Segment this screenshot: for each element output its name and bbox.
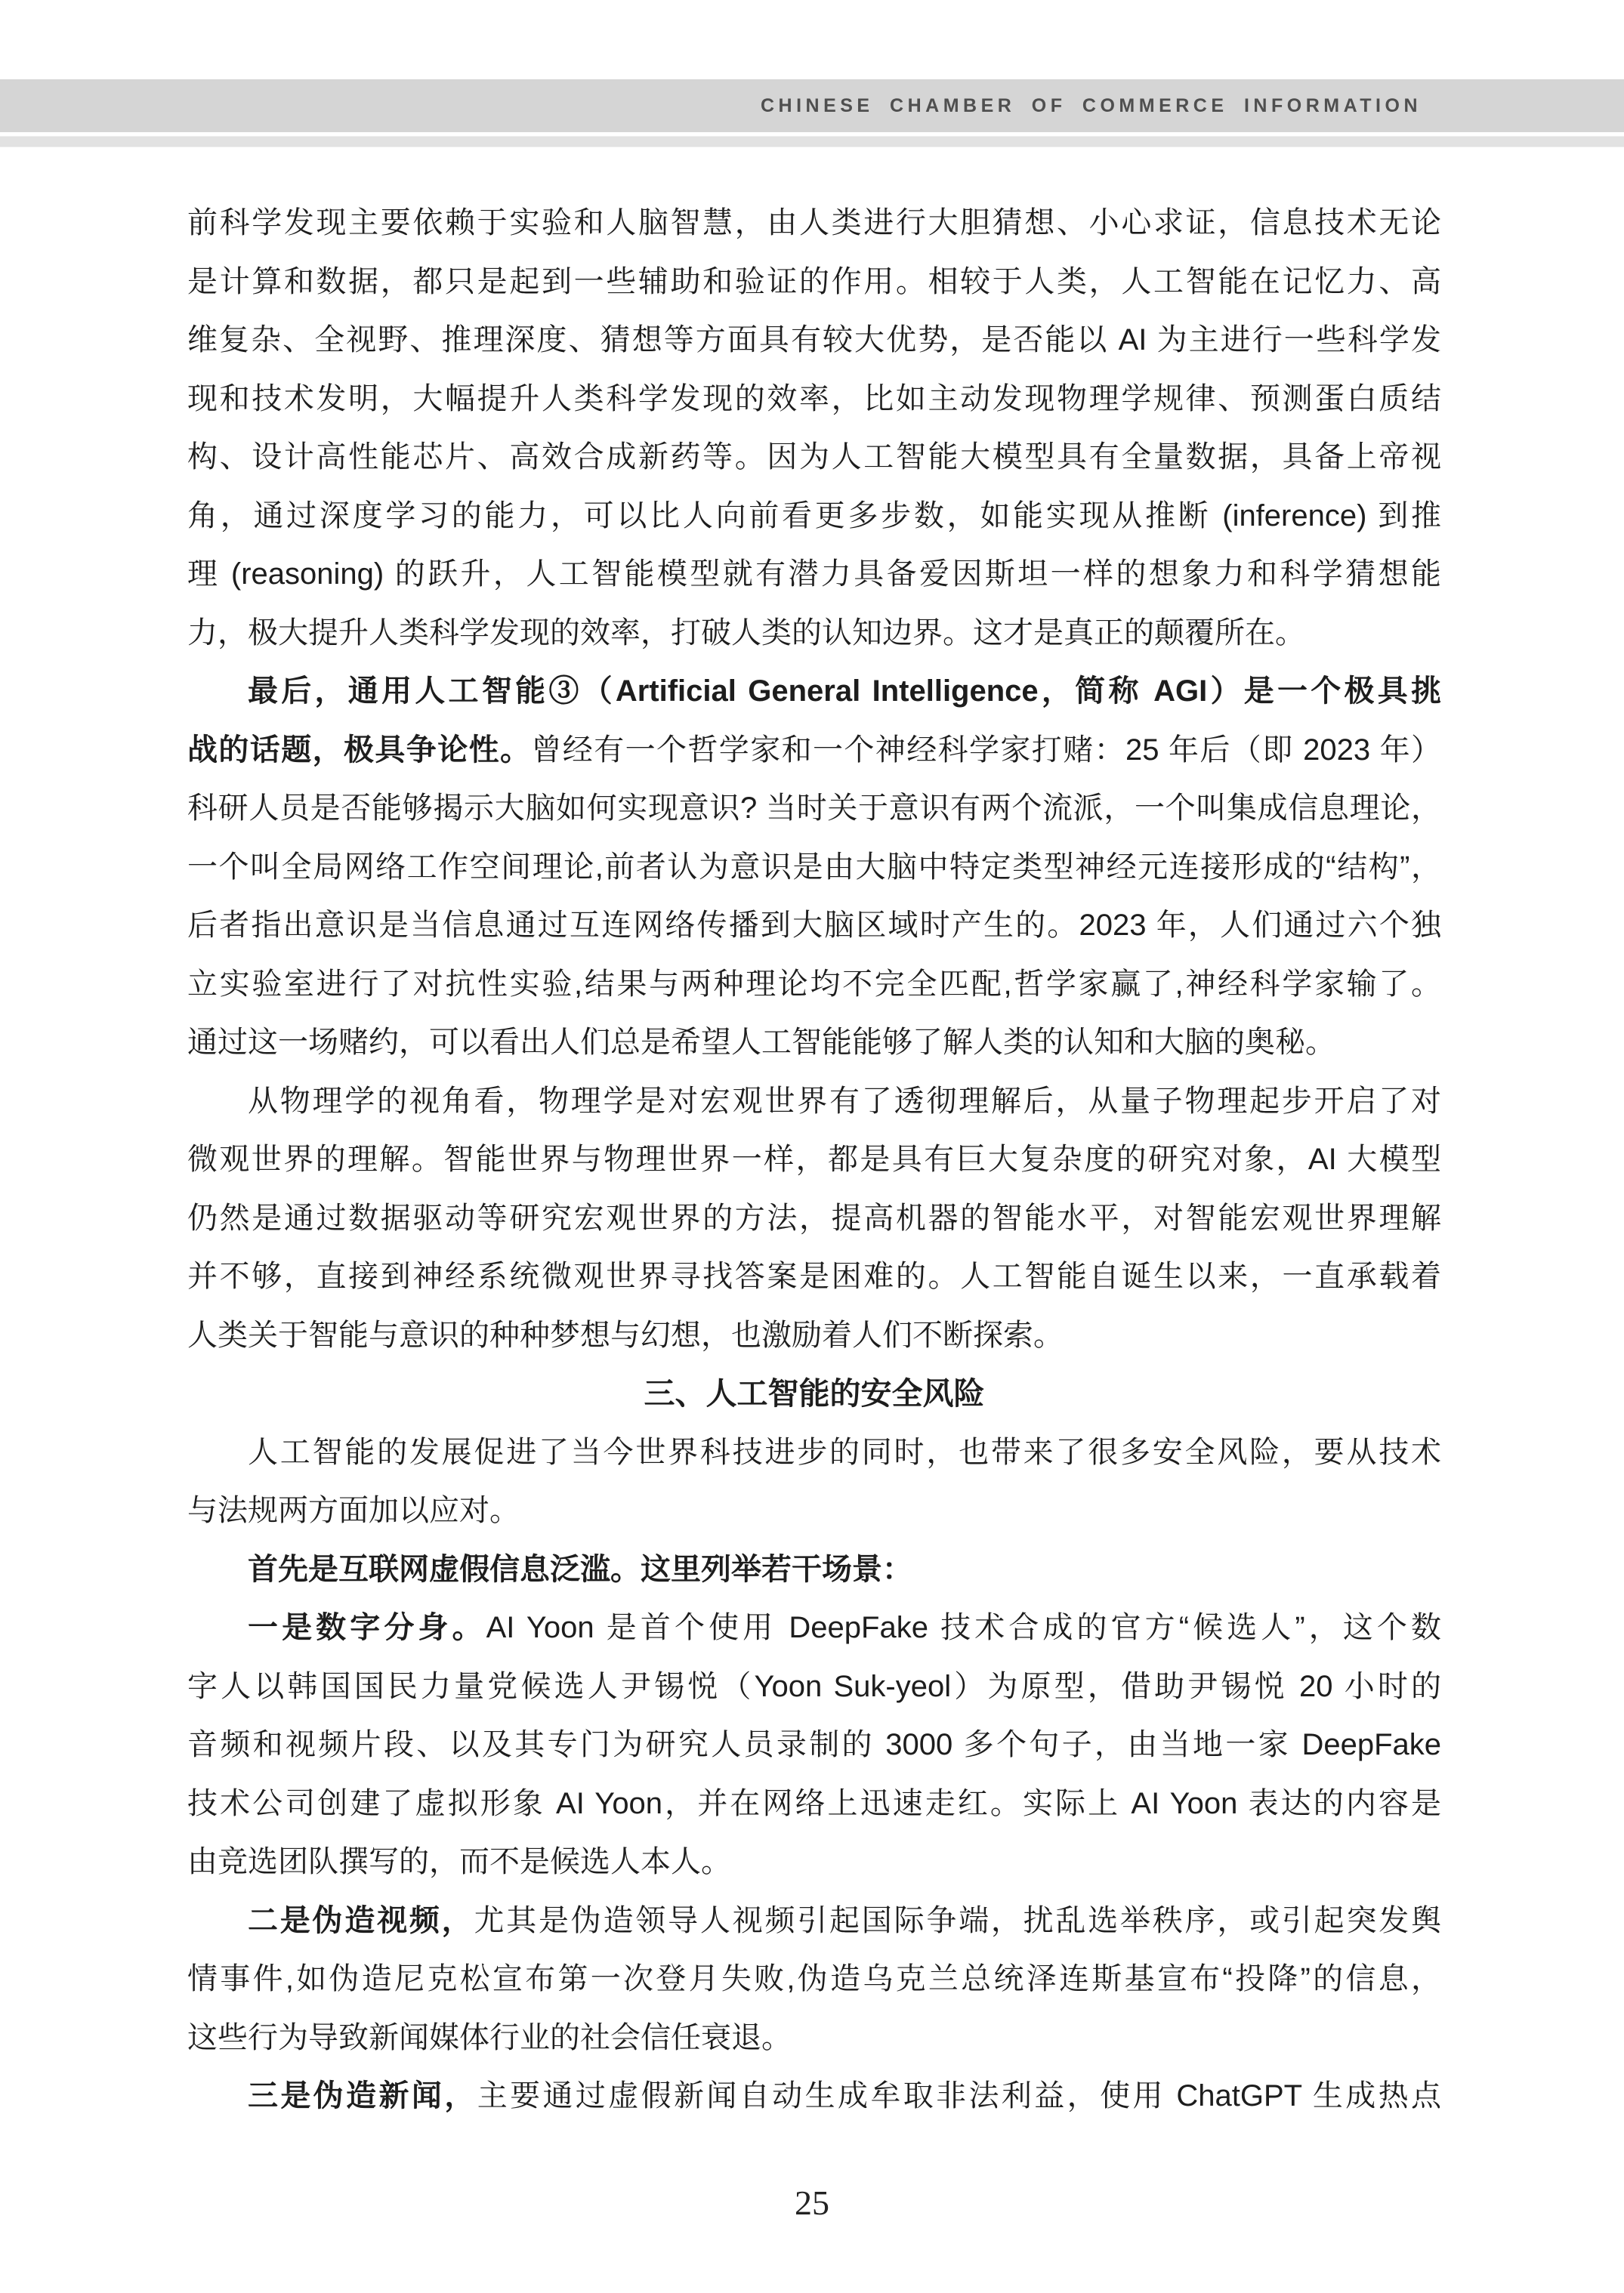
text-segment: 二是伪造视频，: [248, 1903, 474, 1937]
text-line: [187, 1658, 1441, 1717]
text-segment: 是计算和数据，都只是起到一些辅助和验证的作用。相较于人类，人工智能在记忆力、高: [187, 264, 1441, 298]
text-segment: 首先是互联网虚假信息泛滥。这里列举若干场景：: [248, 1552, 912, 1586]
text-segment: 仍然是通过数据驱动等研究宏观世界的方法，提高机器的智能水平，对智能宏观世界理解: [187, 1201, 1441, 1235]
text-segment: 由竞选团队撰写的，而不是候选人本人。: [187, 1845, 731, 1878]
text-line: [187, 897, 1441, 955]
text-line: [187, 2009, 1441, 2068]
text-segment: 字人以韩国国民力量党候选人尹锡悦（Yoon Suk-yeol）为原型，借助尹锡悦 20 小时的: [187, 1669, 1441, 1703]
text-segment: 科研人员是否能够揭示大脑如何实现意识? 当时关于意识有两个流派，一个叫集成信息理论，: [187, 792, 1441, 825]
text-segment: AI Yoon 是首个使用 DeepFake 技术合成的官方“候选人”，这个数: [486, 1611, 1441, 1644]
text-line: [187, 1716, 1441, 1775]
text-segment: 前科学发现主要依赖于实验和人脑智慧，由人类进行大胆猜想、小心求证，信息技术无论: [187, 206, 1441, 239]
text-line: [187, 370, 1441, 429]
header-banner-text: CHINESE CHAMBER OF COMMERCE INFORMATION: [760, 94, 1422, 116]
text-line: [187, 721, 1441, 780]
text-line: [187, 194, 1441, 253]
text-segment: 音频和视频片段、以及其专门为研究人员录制的 3000 多个句子，由当地一家 DeepFake: [187, 1728, 1441, 1761]
text-line: [187, 545, 1441, 604]
text-segment: 一个叫全局网络工作空间理论,前者认为意识是由大脑中特定类型神经元连接形成的“结构”，: [187, 850, 1441, 884]
text-line: [187, 487, 1441, 546]
text-line: [187, 1541, 1441, 1600]
page-number: 25: [795, 2183, 829, 2222]
text-line: [187, 662, 1441, 721]
text-segment: 三、人工智能的安全风险: [644, 1376, 985, 1411]
header-divider-strip: [0, 136, 1624, 147]
text-segment: 角，通过深度学习的能力，可以比人向前看更多步数，如能实现从推断 (inference) 到推: [187, 498, 1441, 532]
text-segment: 战的话题，极具争论性。: [187, 733, 532, 767]
text-block: [187, 194, 1441, 2126]
text-segment: 这些行为导致新闻媒体行业的社会信任衰退。: [187, 2020, 792, 2054]
text-segment: 力，极大提升人类科学发现的效率，打破人类的认知边界。这才是真正的颠覆所在。: [187, 616, 1305, 650]
text-line: [187, 2067, 1441, 2126]
text-line: [187, 1014, 1441, 1072]
text-segment: 三是伪造新闻，: [248, 2079, 477, 2112]
text-line: [187, 1072, 1441, 1131]
text-line: [187, 1131, 1441, 1190]
text-segment: 人类关于智能与意识的种种梦想与幻想，也激励着人们不断探索。: [187, 1318, 1064, 1352]
text-line: [187, 428, 1441, 487]
text-segment: 通过这一场赌约，可以看出人们总是希望人工智能能够了解人类的认知和大脑的奥秘。: [187, 1026, 1335, 1059]
text-segment: 尤其是伪造领导人视频引起国际争端，扰乱选举秩序，或引起突发舆: [474, 1903, 1442, 1937]
text-line: [187, 604, 1441, 663]
text-segment: 从物理学的视角看，物理学是对宏观世界有了透彻理解后，从量子物理起步开启了对: [248, 1084, 1441, 1118]
text-segment: 曾经有一个哲学家和一个神经科学家打赌：25 年后（即 2023 年）: [531, 733, 1442, 767]
text-line: [187, 311, 1441, 370]
section-heading: [187, 1365, 1441, 1424]
text-line: [187, 253, 1441, 312]
page-footer: [0, 2183, 1624, 2223]
text-segment: 一是数字分身。: [248, 1611, 486, 1644]
text-line: [187, 1950, 1441, 2009]
text-segment: 与法规两方面加以应对。: [187, 1494, 520, 1527]
text-line: [187, 1424, 1441, 1483]
text-line: [187, 955, 1441, 1014]
text-segment: 现和技术发明，大幅提升人类科学发现的效率，比如主动发现物理学规律、预测蛋白质结: [187, 381, 1441, 415]
text-segment: 技术公司创建了虚拟形象 AI Yoon，并在网络上迅速走红。实际上 AI Yoon 表达的内容是: [187, 1786, 1441, 1820]
text-segment: 后者指出意识是当信息通过互连网络传播到大脑区域时产生的。2023 年，人们通过六个独: [187, 909, 1441, 942]
text-segment: 构、设计高性能芯片、高效合成新药等。因为人工智能大模型具有全量数据，具备上帝视: [187, 440, 1441, 474]
text-segment: 人工智能的发展促进了当今世界科技进步的同时，也带来了很多安全风险，要从技术: [248, 1435, 1441, 1469]
text-line: [187, 1190, 1441, 1248]
text-line: [187, 1482, 1441, 1541]
text-line: [187, 1599, 1441, 1658]
text-segment: 微观世界的理解。智能世界与物理世界一样，都是具有巨大复杂度的研究对象，AI 大模型: [187, 1143, 1441, 1176]
text-segment: 理 (reasoning) 的跃升，人工智能模型就有潜力具备爱因斯坦一样的想象力和科学猜想能: [187, 557, 1441, 591]
text-segment: 立实验室进行了对抗性实验,结果与两种理论均不完全匹配,哲学家赢了,神经科学家输了。: [187, 967, 1441, 1001]
text-segment: 主要通过虚假新闻自动生成牟取非法利益，使用 ChatGPT 生成热点: [477, 2079, 1441, 2112]
header-banner: [0, 79, 1624, 132]
text-line: [187, 1833, 1441, 1892]
text-segment: 情事件,如伪造尼克松宣布第一次登月失败,伪造乌克兰总统泽连斯基宣布“投降”的信息，: [187, 1962, 1441, 1995]
text-segment: 最后，通用人工智能③（Artificial General Intelligence，简称 AGI）是一个极具挑: [248, 674, 1441, 708]
text-line: [187, 1307, 1441, 1366]
text-segment: 并不够，直接到神经系统微观世界寻找答案是困难的。人工智能自诞生以来，一直承载着: [187, 1260, 1441, 1293]
text-line: [187, 1775, 1441, 1834]
text-line: [187, 1892, 1441, 1951]
text-line: [187, 779, 1441, 838]
text-line: [187, 838, 1441, 897]
text-line: [187, 1248, 1441, 1307]
text-segment: 维复杂、全视野、推理深度、猜想等方面具有较大优势，是否能以 AI 为主进行一些科学发: [187, 323, 1441, 356]
